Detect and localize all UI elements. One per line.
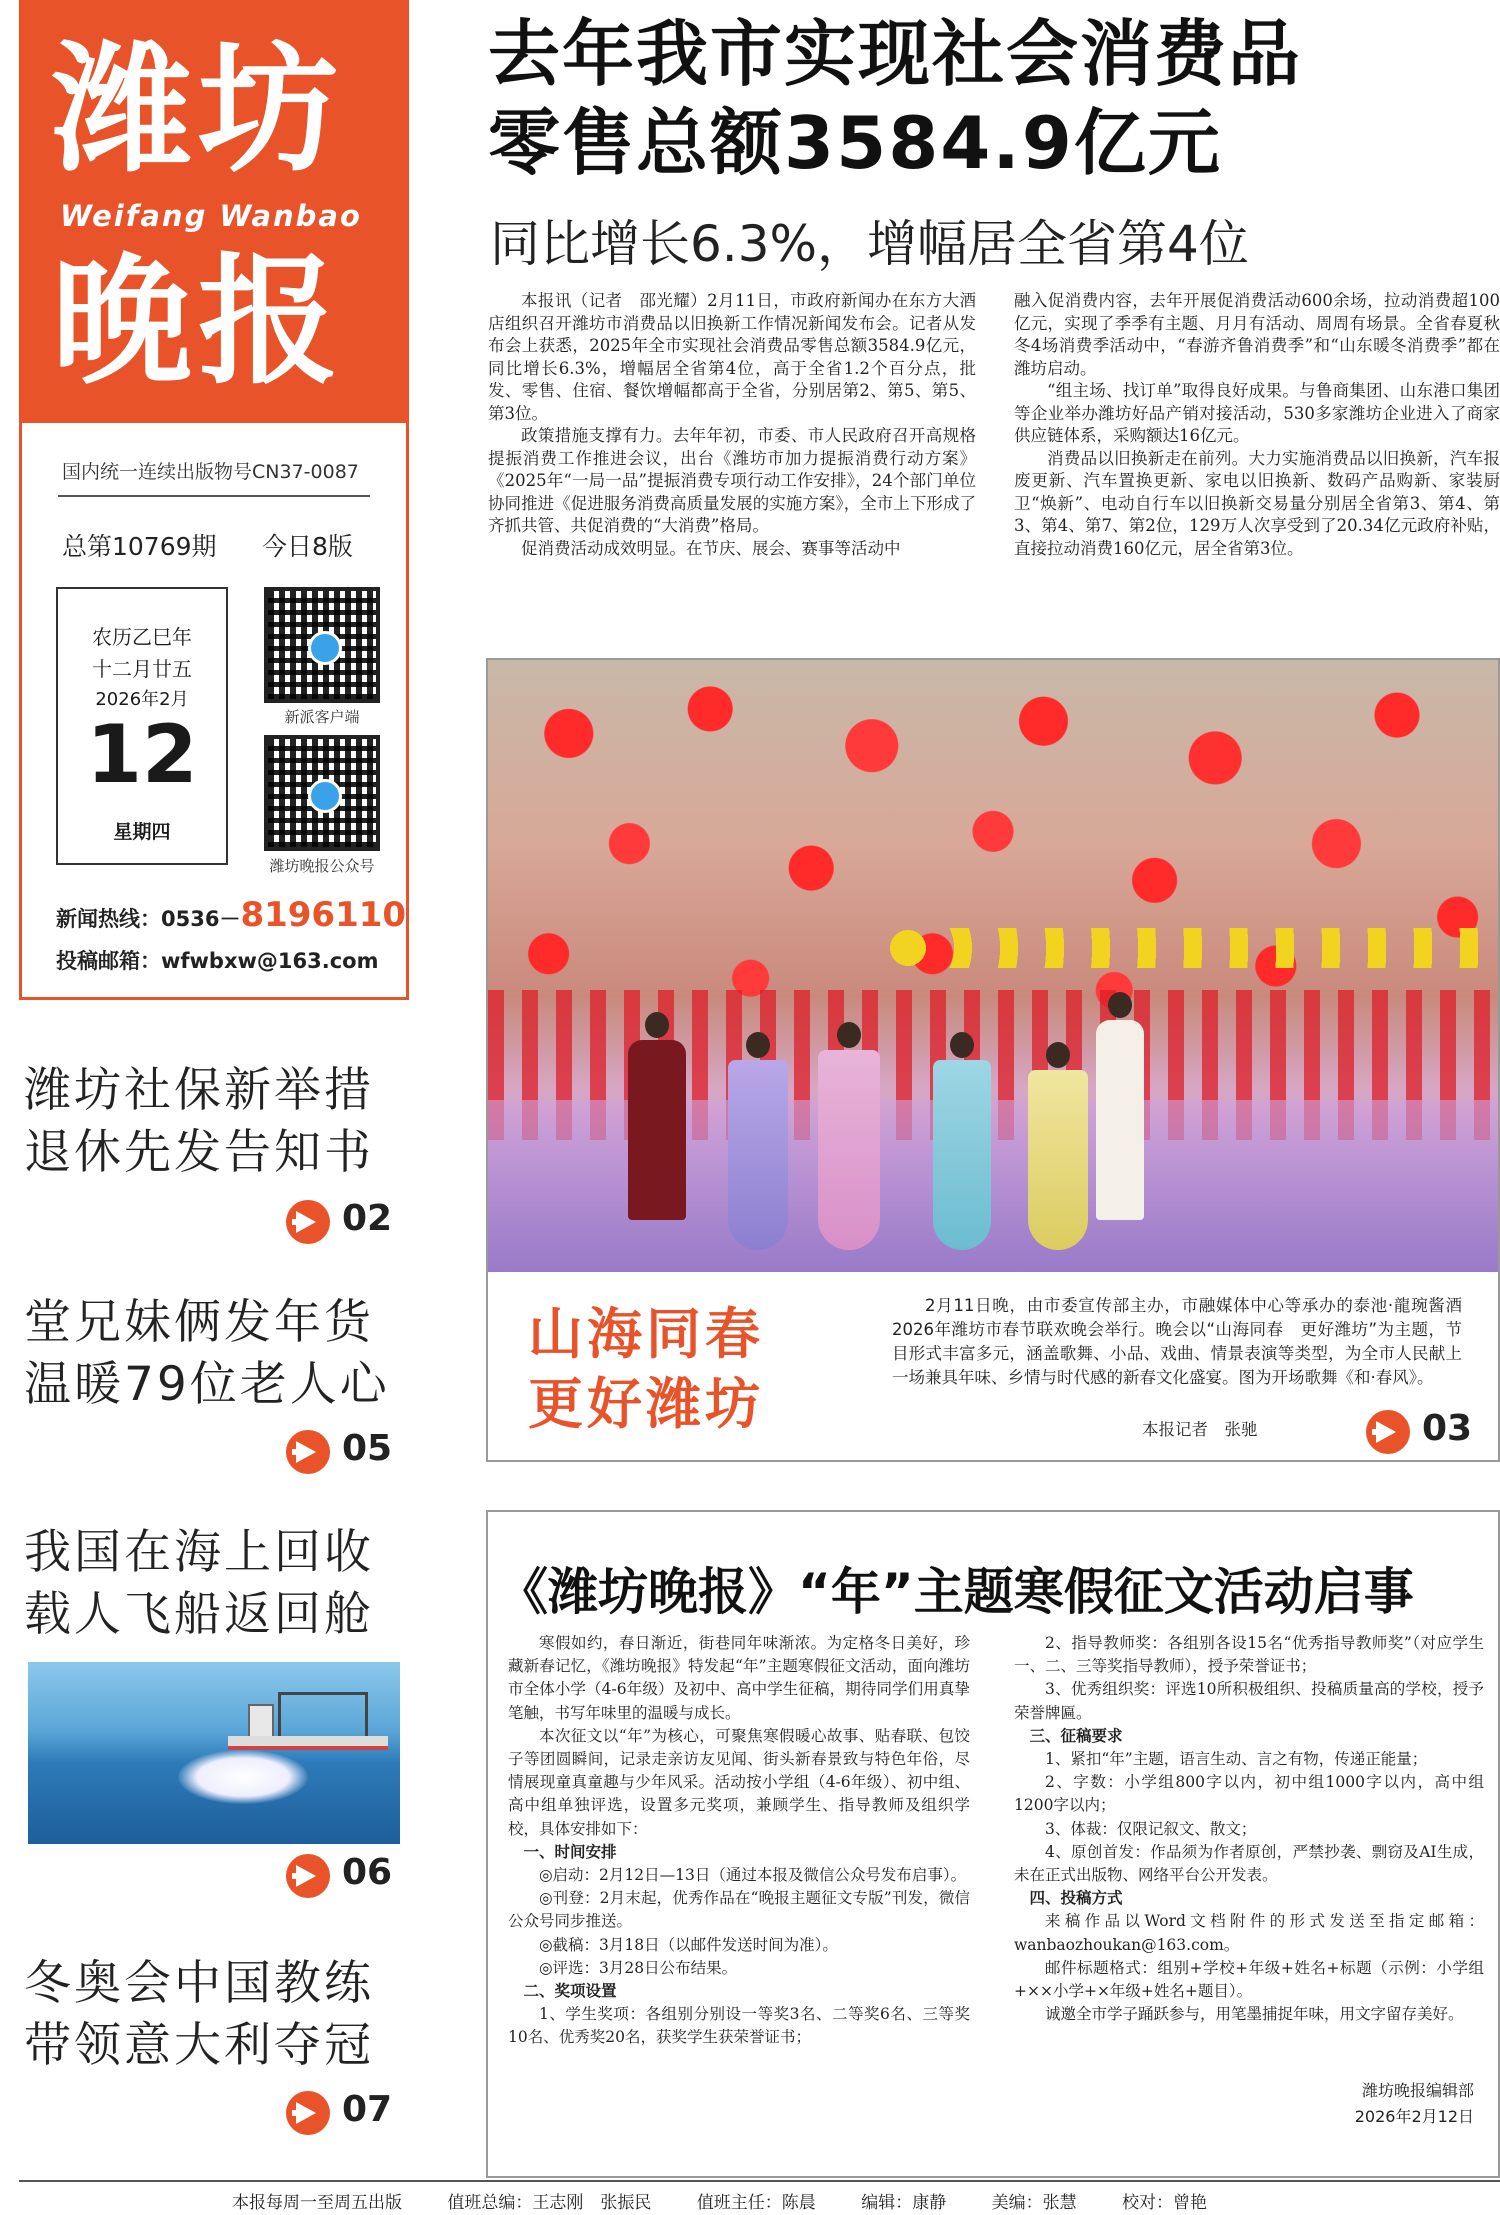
photo-caption: 2月11日晚，由市委宣传部主办，市融媒体中心等承办的泰池·龍琬酱酒2026年潍坊市春节联欢晚会举行。晚会以“山海同春 更好潍坊”为主题，节目形式丰富多元，涵盖歌舞、小品、戏曲、情景表演等类型，为全市人民献上一场兼具年味、乡情与时代感的新春文化盛宴。图为开场歌舞《和·春风》。	[892, 1296, 1462, 1387]
qr-caption-wechat: 潍坊晚报公众号	[269, 857, 375, 875]
arrow-right-icon	[286, 2091, 330, 2135]
contest-email[interactable]: 来稿作品以Word文档附件的形式发送至指定邮箱：wanbaozhoukan@163.com。	[1014, 1912, 1484, 1954]
paragraph: “组主场、找订单”取得良好成果。与鲁商集团、山东港口集团等企业举办潍坊好品产销对接活动，530多家潍坊企业进入了商家供应链体系，采购额达16亿元。	[1014, 381, 1500, 445]
notice-column-1	[508, 1632, 970, 2050]
page-number: 02	[342, 1198, 393, 1239]
photo-title-line2: 更好潍坊	[528, 1372, 765, 1436]
recovery-ship	[228, 1736, 388, 1750]
photo-credit: 本报记者 张驰	[1142, 1420, 1258, 1439]
divider	[58, 495, 370, 497]
notice-date: 2026年2月12日	[1354, 2107, 1474, 2126]
crane-rig	[278, 1692, 368, 1736]
duty-director: 值班主任：陈晨	[696, 2193, 816, 2213]
paragraph: ◎截稿：3月18日（以邮件发送时间为准）。	[539, 1935, 838, 1954]
paragraph: 消费品以旧换新走在前列。大力实施消费品以旧换新，汽车报废更新、汽车置换更新、家电以旧换新、数码产品购新、家装厨卫“焕新”、电动自行车以旧换新交易量分别居全省第3、第4、第3、第4、第7、第2位，129万人次享受到了20.34亿元政府补贴，直接拉动消费160亿元，居全省第3位。	[1014, 448, 1500, 558]
lead-article-column-2	[1014, 290, 1500, 560]
masthead-logo	[22, 3, 406, 423]
paragraph: 4、原创首发：作品须为作者原创，严禁抄袭、剽窃及AI生成，未在正式出版物、网络平台公开发表。	[1014, 1842, 1484, 1885]
page-pointer[interactable]	[286, 1198, 396, 1244]
teaser-spacecraft[interactable]	[24, 1522, 414, 1893]
teaser-headline-line2: 载人飞船返回舱	[24, 1587, 374, 1642]
paragraph: ◎评选：3月28日公布结果。	[539, 1958, 738, 1977]
hotline-label: 新闻热线：0536－	[56, 907, 241, 931]
paragraph: 1、学生奖项：各组别分别设一等奖3名、二等奖6名、三等奖10名、优秀奖20名，获奖学生获荣誉证书；	[508, 2005, 970, 2047]
photo-title-line1: 山海同春	[528, 1302, 765, 1366]
teaser-winter-olympics[interactable]	[24, 1953, 414, 2130]
paragraph: 政策措施支撑有力。去年年初，市委、市人民政府召开高规格提振消费工作推进会议，出台《潍坊市加力提振消费行动方案》《2025年“一局一品”提振消费专项行动工作安排》，24个部门单位协同推进《促进服务消费高质量发展的实施方案》，全市上下形成了齐抓共管、共促消费的“大消费”格局。	[488, 426, 976, 535]
lunar-year: 农历乙巳年	[92, 625, 192, 649]
page-pointer[interactable]	[1366, 1408, 1476, 1454]
proofreader: 校对：曾艳	[1122, 2193, 1208, 2213]
logo-name-line2: 晚报	[52, 241, 345, 404]
day-number: 12	[86, 708, 198, 801]
paragraph: 3、优秀组织奖：评选10所积极组织、投稿质量高的学校，授予荣誉牌匾。	[1014, 1680, 1484, 1722]
paragraph: 本报讯（记者 邵光耀）2月11日，市政府新闻办在东方大酒店组织召开潍坊市消费品以旧换新工作情况新闻发布会。记者从发布会上获悉，2025年全市实现社会消费品零售总额3584.9亿元，同比增长6.3%，增幅居全省第4位，高于全省1.2个百分点，批发、零售、住宿、餐饮增幅都高于全省，分别居第2、第5、第5、第3位。	[488, 291, 976, 423]
teaser-headline-line1: 冬奥会中国教练	[24, 1956, 374, 2011]
singer-figure	[728, 1060, 788, 1250]
paragraph: 邮件标题格式：组别+学校+年级+姓名+标题（示例：小学组+××小学+×年级+姓名+题目）。	[1014, 1958, 1484, 2001]
paragraph: 促消费活动成效明显。在节庆、展会、赛事等活动中	[521, 538, 901, 558]
gala-stage-photo	[488, 660, 1498, 1272]
section-heading: 二、奖项设置	[523, 1982, 617, 2001]
date-box	[56, 587, 228, 865]
staff-footer	[232, 2188, 1247, 2213]
paragraph: 诚邀全市学子踊跃参与，用笔墨捕捉年味，用文字留存美好。	[1045, 2005, 1464, 2024]
teaser-headline-line2: 带领意大利夺冠	[24, 2018, 374, 2073]
paragraph: 寒假如约，春日渐近，街巷同年味渐浓。为定格冬日美好，珍藏新春记忆，《潍坊晚报》特发起“年”主题寒假征文活动，面向潍坊市全体小学（4-6年级）及初中、高中学生征稿，期待同学们用真挚笔触，书写年味里的温暖与成长。	[508, 1634, 970, 1722]
gala-photo-feature	[486, 658, 1500, 1462]
section-heading: 四、投稿方式	[1029, 1889, 1123, 1908]
page-number: 06	[342, 1852, 393, 1893]
year-month: 2026年2月	[95, 689, 189, 710]
divider	[19, 2180, 1500, 2182]
page-pointer[interactable]	[286, 1428, 396, 1474]
paragraph: 1、紧扣“年”主题，语言生动、言之有物，传递正能量；	[1045, 1750, 1428, 1769]
paragraph: 融入促消费内容，去年开展促消费活动600余场，拉动消费超100亿元，实现了季季有主题、月月有活动、周周有场景。全省春夏秋冬4场消费季活动中，“春游齐鲁消费季”和“山东暖冬消费季”都在潍坊启动。	[1014, 291, 1500, 378]
publication-code: 国内统一连续出版物号CN37-0087	[62, 461, 359, 483]
page-pointer[interactable]	[286, 1852, 396, 1898]
arrow-right-icon	[286, 1430, 330, 1474]
logo-name-line1: 潍坊	[52, 29, 345, 192]
duty-chief-editor: 值班总编：王志刚 张振民	[447, 2193, 652, 2213]
news-hotline	[56, 895, 406, 935]
page-count: 今日8版	[262, 532, 353, 561]
teaser-headline-line2: 退休先发告知书	[24, 1125, 374, 1180]
paragraph: 2、字数：小学组800字以内，初中组1000字以内，高中组1200字以内；	[1014, 1773, 1484, 1815]
host-figure	[1096, 1020, 1144, 1220]
page-number: 07	[342, 2089, 393, 2130]
arrow-right-icon	[286, 1854, 330, 1898]
teaser-headline-line2: 温暖79位老人心	[24, 1357, 390, 1412]
qr-caption-app: 新派客户端	[284, 708, 360, 726]
paragraph: ◎刊登：2月末起，优秀作品在“晚报主题征文专版”刊发，微信公众号同步推送。	[508, 1889, 970, 1931]
qr-code-icon[interactable]	[264, 587, 380, 703]
teaser-headline-line1: 我国在海上回收	[24, 1525, 374, 1580]
teaser-headline-line1: 潍坊社保新举措	[24, 1063, 374, 1118]
paragraph: 本次征文以“年”为核心，可聚焦寒假暖心故事、贴春联、包饺子等团圆瞬间，记录走亲访友见闻、街头新春景致与特色年俗，尽情展现童真童趣与少年风采。活动按小学组（4-6年级）、初中组、高中组单独评选，设置多元奖项，兼顾学生、指导教师及组织学校，具体安排如下：	[508, 1726, 970, 1838]
host-figure	[628, 1040, 686, 1220]
page-pointer[interactable]	[286, 2089, 396, 2135]
art-editor: 美编：张慧	[991, 2193, 1077, 2213]
qr-code-icon[interactable]	[264, 735, 380, 851]
spacecraft-recovery-photo	[28, 1662, 400, 1844]
notice-column-2	[1014, 1632, 1484, 2026]
paragraph: ◎启动：2月12日—13日（通过本报及微信公众号发布启事）。	[539, 1866, 967, 1885]
teaser-headline-line1: 堂兄妹俩发年货	[24, 1295, 374, 1350]
paragraph: 3、体裁：仅限记叙文、散文；	[1045, 1819, 1257, 1838]
section-heading: 三、征稿要求	[1029, 1726, 1123, 1745]
section-heading: 一、时间安排	[523, 1842, 617, 1861]
lead-subheadline: 同比增长6.3%，增幅居全省第4位	[490, 215, 1249, 273]
notice-signature: 潍坊晚报编辑部	[1361, 2081, 1474, 2100]
paragraph: 2、指导教师奖：各组别各设15名“优秀指导教师奖”（对应学生一、二、三等奖指导教师），授予荣誉证书；	[1014, 1634, 1484, 1676]
publication-schedule: 本报每周一至周五出版	[232, 2193, 402, 2213]
yellow-fans	[888, 928, 1488, 968]
lunar-day: 十二月廿五	[92, 657, 192, 681]
water-spray	[178, 1750, 308, 1804]
submission-email[interactable]: 投稿邮箱：wfwbxw@163.com	[56, 949, 379, 973]
logo-name-english: Weifang Wanbao	[60, 199, 362, 233]
lead-article-column-1	[488, 290, 976, 560]
essay-contest-notice	[486, 1510, 1500, 2178]
page-number: 03	[1422, 1408, 1473, 1449]
arrow-right-icon	[1366, 1410, 1410, 1454]
teaser-new-year-goods[interactable]	[24, 1292, 414, 1469]
singer-figure	[1028, 1070, 1088, 1250]
return-capsule	[248, 1704, 274, 1738]
lead-headline-line2: 零售总额3584.9亿元	[488, 101, 1222, 185]
hotline-number[interactable]: 8196110	[240, 895, 407, 935]
notice-title: 《潍坊晚报》“年”主题寒假征文活动启事	[498, 1563, 1414, 1621]
issue-number: 总第10769期	[62, 532, 217, 561]
singer-figure	[818, 1050, 880, 1250]
lead-headline-line1: 去年我市实现社会消费品	[488, 12, 1303, 96]
editor: 编辑：康静	[861, 2193, 947, 2213]
weekday: 星期四	[113, 821, 171, 843]
masthead	[19, 0, 409, 1000]
singer-figure	[933, 1060, 991, 1250]
teaser-social-security[interactable]	[24, 1060, 414, 1239]
page-number: 05	[342, 1428, 393, 1469]
arrow-right-icon	[286, 1200, 330, 1244]
